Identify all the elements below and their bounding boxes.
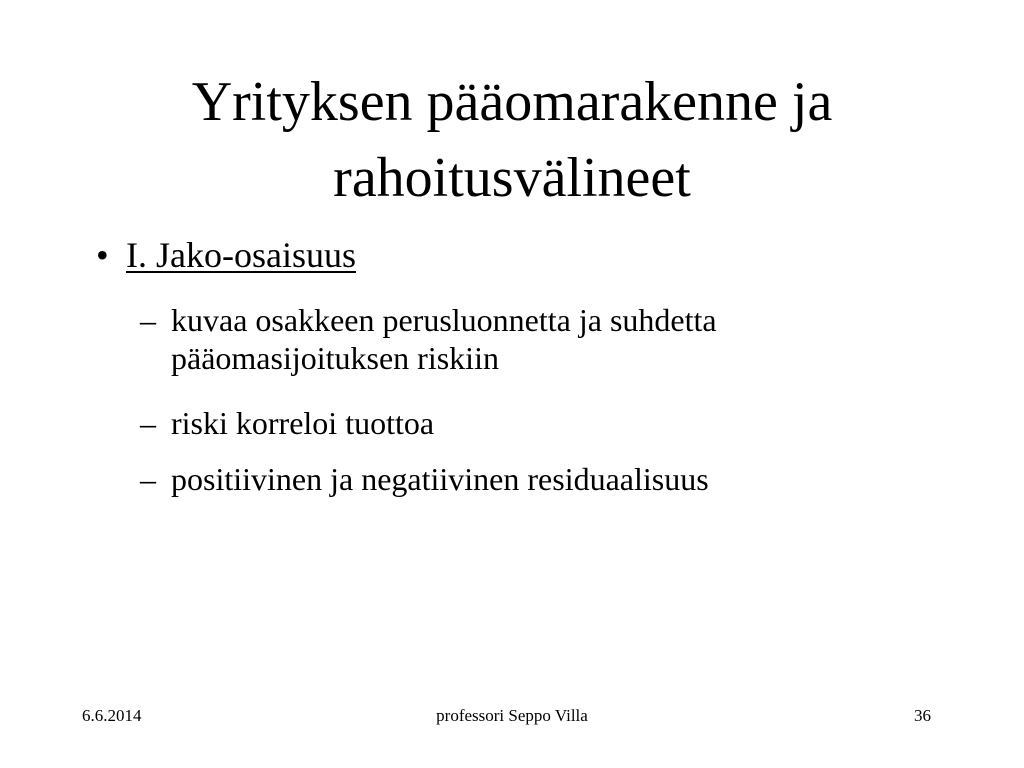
footer-page-number: 36 [914, 706, 931, 725]
sub-item-marker: – [140, 405, 156, 441]
slide-title [0, 64, 1024, 216]
footer-date: 6.6.2014 [82, 706, 142, 725]
footer-author: professori Seppo Villa [436, 706, 588, 725]
sub-item-text: riski korreloi tuottoa [171, 405, 435, 441]
bullet-marker: • [96, 235, 109, 275]
sub-item-text: kuvaa osakkeen perusluonnetta ja suhdetta pääomasijoituksen riskiin [171, 302, 717, 376]
bullet-item [96, 234, 356, 277]
sub-item [140, 404, 871, 442]
sub-item-text: positiivinen ja negatiivinen residuaalisuus [171, 461, 709, 497]
slide-title-line-1: Yrityksen pääomarakenne ja [191, 71, 833, 133]
sub-item [140, 460, 871, 498]
sub-item [140, 301, 871, 377]
sub-item-marker: – [140, 302, 156, 338]
bullet-text: I. Jako-osaisuus [126, 235, 356, 275]
sub-item-marker: – [140, 461, 156, 497]
slide-title-line-2: rahoitusvälineet [333, 147, 691, 210]
